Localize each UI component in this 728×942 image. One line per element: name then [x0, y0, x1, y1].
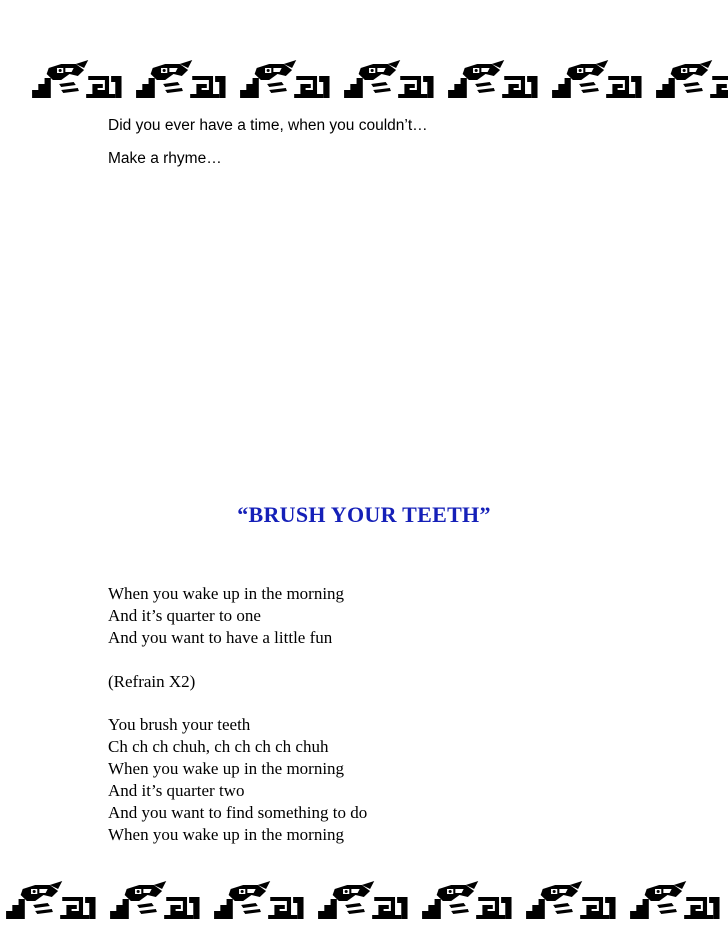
verse-1 [108, 583, 344, 649]
bird-motif-icon [32, 60, 121, 98]
intro-line-2: Make a rhyme… [108, 150, 222, 167]
bird-motif-icon [344, 60, 433, 98]
lyric-line: When you wake up in the morning [108, 584, 345, 603]
bird-motif-icon [630, 881, 719, 919]
bird-motif-icon [6, 881, 95, 919]
refrain-label: (Refrain X2) [108, 672, 196, 691]
lyric-line: When you wake up in the morning [108, 759, 345, 778]
aztec-bird-border-icon [0, 873, 728, 923]
bird-motif-icon [110, 881, 199, 919]
bird-motif-icon [526, 881, 615, 919]
bird-motif-icon [214, 881, 303, 919]
lyric-line: You brush your teeth [108, 715, 251, 734]
bird-motif-icon [422, 881, 511, 919]
bird-motif-icon [448, 60, 537, 98]
verse-2 [108, 714, 367, 846]
lyric-line: And you want to find something to do [108, 803, 368, 822]
aztec-bird-border-icon [0, 52, 728, 102]
lyric-line: Ch ch ch chuh, ch ch ch ch chuh [108, 737, 329, 756]
bird-motif-icon [240, 60, 329, 98]
bottom-decorative-border [0, 873, 728, 923]
lyric-line: And it’s quarter to one [108, 606, 261, 625]
intro-line-1: Did you ever have a time, when you couldn’t… [108, 117, 428, 134]
bird-motif-icon [318, 881, 407, 919]
bird-motif-icon [656, 60, 728, 98]
bird-motif-icon [136, 60, 225, 98]
lyric-line: And it’s quarter two [108, 781, 245, 800]
bird-motif-icon [552, 60, 641, 98]
song-title: “BRUSH YOUR TEETH” [237, 502, 491, 527]
lyric-line: And you want to have a little fun [108, 628, 333, 647]
top-decorative-border [0, 52, 728, 102]
refrain-note [108, 671, 195, 693]
lyric-line: When you wake up in the morning [108, 825, 345, 844]
